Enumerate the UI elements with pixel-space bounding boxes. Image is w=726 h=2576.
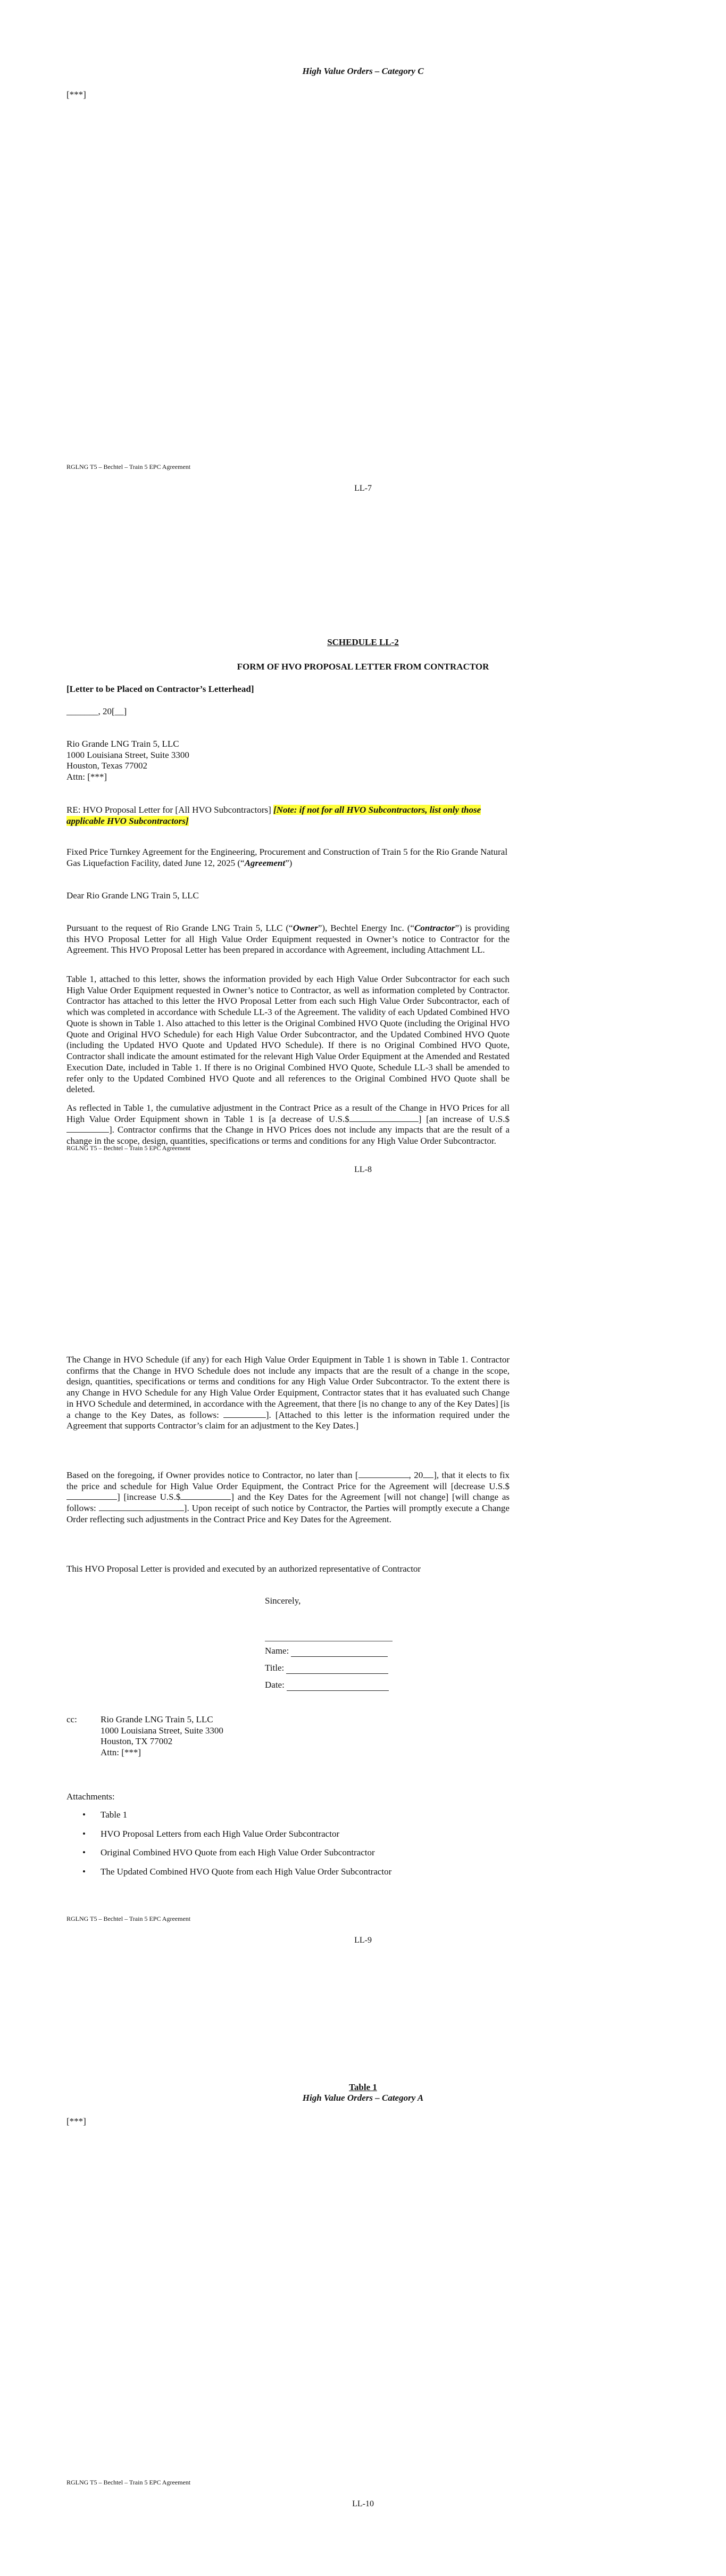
owner-term: Owner — [293, 923, 318, 933]
schedule-title: SCHEDULE LL-2 — [327, 637, 399, 647]
address-line: Rio Grande LNG Train 5, LLC — [66, 739, 179, 749]
recipient-address — [66, 739, 189, 783]
attachment-item: • Original Combined HVO Quote from each High Value Order Subcontractor — [66, 1847, 510, 1859]
cc-address-line: Attn: [***] — [101, 1747, 141, 1758]
signature-date-label: Date: — [265, 1680, 285, 1690]
page-number: LL-10 — [352, 2499, 374, 2508]
page-footer: RGLNG T5 – Bechtel – Train 5 EPC Agreement — [66, 463, 191, 470]
signature-title-row — [265, 1663, 388, 1674]
paragraph-request — [66, 923, 510, 956]
blank-field — [66, 1125, 109, 1133]
re-line — [66, 805, 510, 827]
blank-field — [66, 1492, 117, 1500]
para-text: Based on the foregoing, if Owner provides notice to Contractor, no later than [ — [66, 1470, 358, 1480]
placeholder-redacted: [***] — [66, 2116, 86, 2126]
para-text: As reflected in Table 1, the cumulative adjustment in the Contract Price as a result of the Change in HVO Prices for all High Value Order Equipment shown in Table 1 is [a decrease of U.S.$ — [66, 1103, 510, 1124]
attachment-item: • The Updated Combined HVO Quote from each High Value Order Subcontractor — [66, 1867, 510, 1878]
para-text: The Change in HVO Schedule (if any) for each High Value Order Equipment in Table 1 is shown in Table 1. Contractor confirms that the Change in HVO Schedule does not include any impacts that are the result of a change in the scope, design, quantities, specifications or terms and conditions for any High Value Order Subcontractor. To the extent there is any Change in HVO Schedule for any High Value Order Equipment, Contractor states that it has evaluated such Change in HVO Schedule and determined, in accordance with the Agreement, that there [is no change to any of the Key Dates] [is a change to the Key Dates, as follows: — [66, 1355, 510, 1420]
para-text: , 20 — [408, 1470, 423, 1480]
letterhead-note: [Letter to be Placed on Contractor’s Letterhead] — [66, 684, 254, 694]
para-text: ”) is providing this HVO Proposal Letter for all High Value Order Equipment requested in Owner’s notice to Contractor for the Agreement. This HVO Proposal Letter has been prepared in accordance with Agreement, including Attachment LL. — [66, 923, 510, 955]
signature-line — [265, 1632, 393, 1641]
para-text: ]. Upon receipt of such notice by Contractor, the Parties will promptly execute a Change Order reflecting such adjustments in the Contract Price and Key Dates for the Agreement. — [66, 1503, 510, 1524]
paragraph-hvo-schedule — [66, 1355, 510, 1432]
placeholder-redacted: [***] — [66, 89, 86, 100]
page-number: LL-9 — [354, 1936, 372, 1945]
blank-field — [349, 1114, 419, 1122]
title-blank — [286, 1666, 388, 1674]
blank-field — [180, 1492, 231, 1500]
attachments-label: Attachments: — [66, 1791, 115, 1802]
page-footer: RGLNG T5 – Bechtel – Train 5 EPC Agreement — [66, 1144, 191, 1152]
re-note-highlight: [Note: if not for all HVO Subcontractors, list only those applicable HVO Subcontractors] — [66, 805, 481, 826]
blank-field — [358, 1470, 409, 1478]
salutation: Dear Rio Grande LNG Train 5, LLC — [66, 890, 199, 901]
table-title: Table 1 — [349, 2082, 377, 2092]
page-number: LL-7 — [354, 484, 372, 493]
para-text: ]. Contractor confirms that the Change in HVO Prices does not include any impacts that are the result of a change in the scope, design, quantities, specifications or terms and conditions for any High Value Order Subcontractor. — [66, 1125, 510, 1146]
cc-address-line: 1000 Louisiana Street, Suite 3300 — [101, 1725, 223, 1736]
para-text: ] [an increase of U.S.$ — [418, 1113, 510, 1124]
para-text: ] [increase U.S.$ — [117, 1492, 181, 1502]
signature-name-label: Name: — [265, 1646, 289, 1656]
attachment-item: • HVO Proposal Letters from each High Value Order Subcontractor — [66, 1829, 510, 1840]
cc-address-line: Rio Grande LNG Train 5, LLC — [101, 1714, 213, 1724]
para-text: ”), Bechtel Energy Inc. (“ — [318, 923, 414, 933]
blank-field — [223, 1410, 266, 1418]
signature-blank — [265, 1632, 393, 1641]
signature-name-row — [265, 1646, 388, 1657]
agreement-term: Agreement — [244, 857, 286, 868]
re-prefix: RE: HVO Proposal Letter for [All HVO Subcontractors] — [66, 805, 274, 815]
blank-field — [99, 1503, 184, 1511]
signature-title-label: Title: — [265, 1663, 285, 1673]
cc-address-line: Houston, TX 77002 — [101, 1736, 173, 1747]
signature-date-row — [265, 1680, 389, 1691]
contractor-term: Contractor — [414, 923, 455, 933]
agreement-ref-close: ”) — [285, 857, 293, 868]
name-blank — [291, 1649, 388, 1657]
agreement-ref-text: Fixed Price Turnkey Agreement for the Engineering, Procurement and Construction of Train 5 for the Rio Grande Natural Gas Liquefaction Facility, dated June 12, 2025 (“ — [66, 847, 508, 868]
paragraph-table1: Table 1, attached to this letter, shows the information provided by each High Value Order Subcontractor for each such High Value Order Equipment requested in Owner’s notice to Contractor, as well as information completed by Contractor. Contractor has attached to this letter the HVO Proposal Letter from each such High Value Order Subcontractor, each of which was completed in accordance with Schedule LL-3 of the Agreement. The validity of each Updated Combined HVO Quote is shown in Table 1. Also attached to this letter is the Original Combined HVO Quote (including the Original HVO Quote and Original HVO Schedule) for each High Value Order Subcontractor, and the Updated Combined HVO Quote (including the Updated HVO Quote and Updated HVO Schedule). If there is no Original Combined HVO Quote, Contractor shall indicate the amount estimated for the relevant High Value Order Equipment at the Amended and Restated Execution Date, included in Table 1. If there is no Original Combined HVO Quote, Schedule LL-3 shall be amended to refer only to the Updated Combined HVO Quote and all references to the Original Combined HVO Quote shall be deleted. — [66, 974, 510, 1095]
page-header-category-c: High Value Orders – Category C — [302, 66, 424, 76]
cc-address — [101, 1714, 223, 1758]
date-blank — [287, 1683, 389, 1691]
para-text: ]. [Attached to this letter is the information required under the Agreement that supports Contractor’s claim for an adjustment to the Key Dates.] — [66, 1409, 510, 1431]
closing: Sincerely, — [265, 1596, 301, 1606]
page-number: LL-8 — [354, 1165, 372, 1174]
agreement-reference — [66, 847, 510, 869]
date-line: _______, 20[__] — [66, 706, 127, 716]
page-header-category-a: High Value Orders – Category A — [302, 2093, 424, 2103]
para-text: ], that it elects to fix the price and schedule for High Value Order Equipment, the Contract Price for the Agreement will [decrease U.S.$ — [66, 1470, 510, 1491]
attachment-item: • Table 1 — [66, 1810, 510, 1821]
address-line: 1000 Louisiana Street, Suite 3300 — [66, 749, 189, 760]
form-title: FORM OF HVO PROPOSAL LETTER FROM CONTRACTOR — [237, 662, 489, 672]
paragraph-contract-price — [66, 1103, 510, 1147]
blank-field — [423, 1470, 433, 1478]
paragraph-foregoing — [66, 1470, 510, 1525]
page-footer: RGLNG T5 – Bechtel – Train 5 EPC Agreement — [66, 2479, 191, 2486]
attachments-list — [66, 1810, 510, 1886]
cc-label: cc: — [66, 1714, 77, 1724]
paragraph-authorized: This HVO Proposal Letter is provided and executed by an authorized representative of Contractor — [66, 1564, 421, 1574]
address-line: Attn: [***] — [66, 772, 107, 782]
page-footer: RGLNG T5 – Bechtel – Train 5 EPC Agreement — [66, 1915, 191, 1922]
para-text: ] and the Key Dates for the Agreement [will not change] [will change as follows: — [66, 1492, 510, 1514]
para-text: Pursuant to the request of Rio Grande LNG Train 5, LLC (“ — [66, 923, 293, 933]
address-line: Houston, Texas 77002 — [66, 761, 147, 771]
